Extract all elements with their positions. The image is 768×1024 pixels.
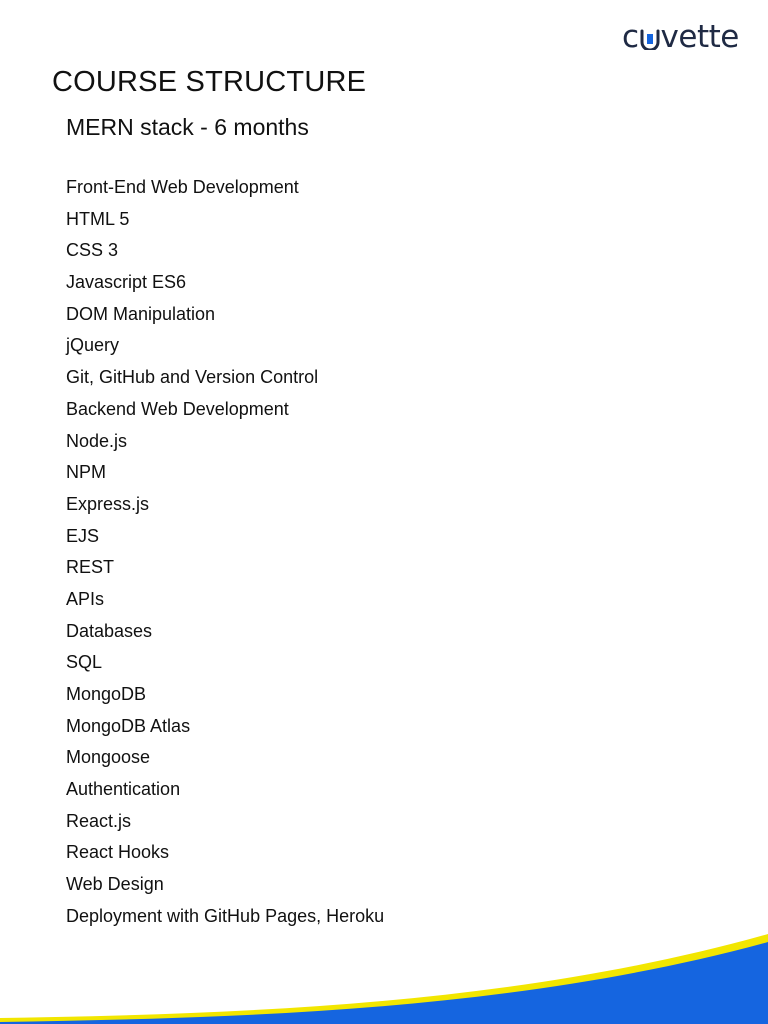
topic-item: Deployment with GitHub Pages, Heroku: [66, 905, 385, 926]
topic-item: Front-End Web Development: [66, 177, 299, 197]
topic-item: CSS 3: [66, 240, 119, 261]
topic-item: MongoDB Atlas: [66, 715, 191, 736]
topic-item: SQL: [66, 652, 103, 673]
topic-item: MongoDB: [66, 684, 147, 704]
topic-item: NPM: [66, 462, 106, 483]
page-title: COURSE STRUCTURE: [52, 66, 367, 98]
footer-wave-blue: [0, 942, 768, 1024]
topic-item: Node.js: [66, 430, 128, 451]
topic-item: React Hooks: [66, 842, 170, 863]
topic-item: Javascript ES6: [66, 272, 187, 293]
topic-item: Git, GitHub and Version Control: [66, 367, 319, 388]
logo-mark-icon: [640, 29, 660, 50]
course-subtitle: MERN stack - 6 months: [66, 114, 309, 140]
topic-item: Mongoose: [66, 747, 151, 768]
topic-item: Authentication: [66, 779, 181, 800]
topic-item: HTML 5: [66, 208, 130, 229]
topic-item: Backend Web Development: [66, 398, 289, 419]
topic-item: EJS: [66, 525, 100, 546]
topic-item: React.js: [66, 810, 132, 831]
topic-item: DOM Manipulation: [66, 303, 216, 324]
cuvette-logo: [622, 18, 748, 56]
logo-text-right: vette: [660, 18, 739, 55]
logo-text-left: c: [622, 18, 639, 55]
topic-item: Databases: [66, 620, 153, 641]
topic-item: REST: [66, 557, 115, 578]
topic-item: Web Design: [66, 874, 164, 895]
topic-item: jQuery: [66, 335, 120, 356]
topic-list: [66, 174, 384, 935]
footer-wave: [0, 934, 768, 1024]
topic-item: APIs: [66, 588, 105, 609]
topic-item: Express.js: [66, 493, 150, 514]
